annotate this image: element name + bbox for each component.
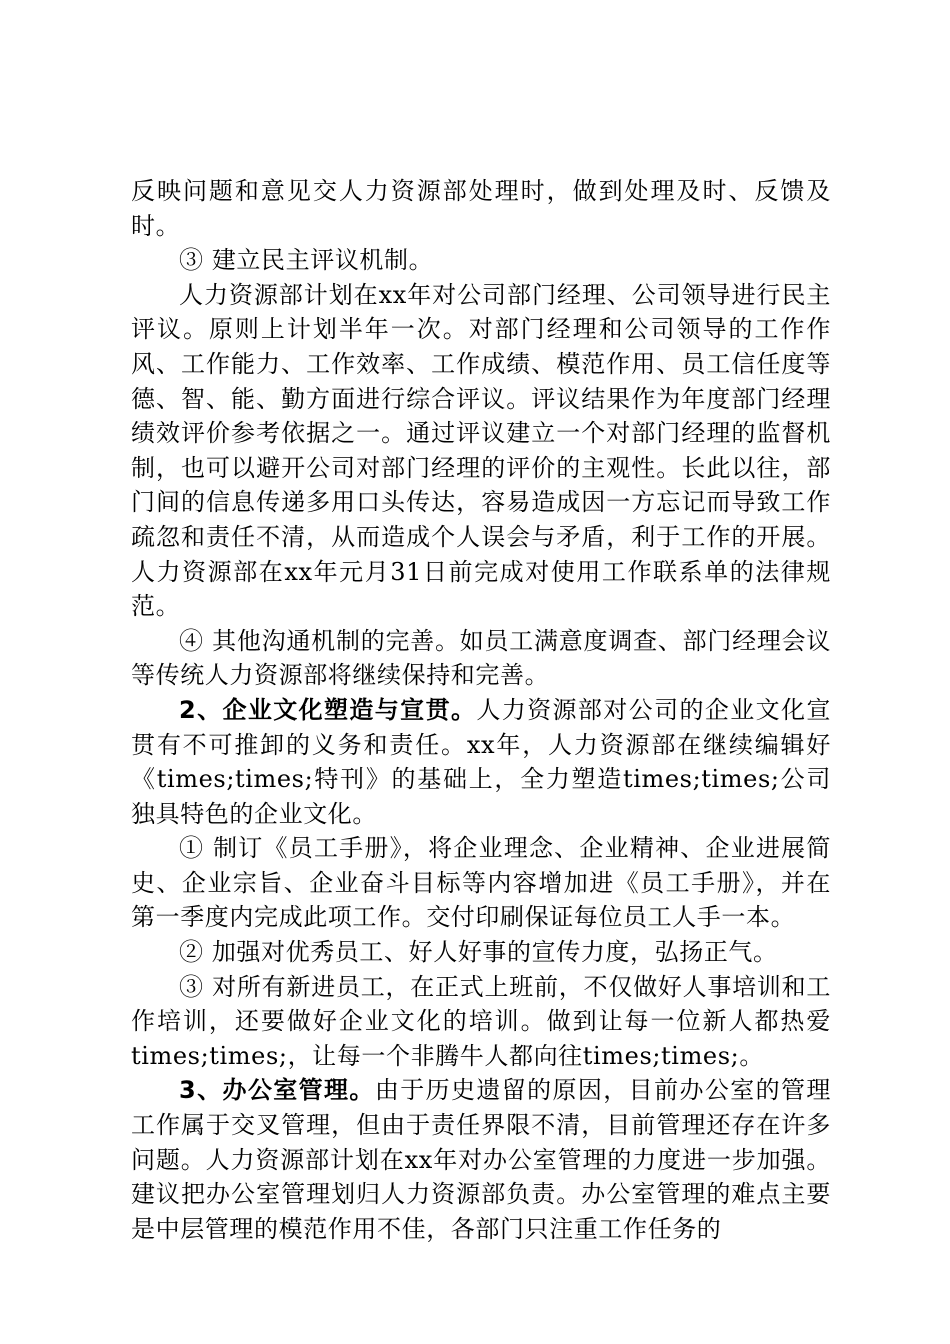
list-item: [131, 970, 831, 1074]
section-heading: 2、企业文化塑造与宣贯。: [179, 695, 477, 724]
paragraph: [131, 278, 831, 624]
section-paragraph: [131, 693, 831, 831]
paragraph-text: 反映问题和意见交人力资源部处理时，做到处理及时、反馈及时。: [131, 177, 831, 240]
paragraph-text: ① 制订《员工手册》，将企业理念、企业精神、企业进展简史、企业宗旨、企业奋斗目标等内容增加进《员工手册》，并在第一季度内完成此项工作。交付印刷保证每位员工人手一本。: [131, 834, 831, 932]
paragraph-text: ② 加强对优秀员工、好人好事的宣传力度，弘扬正气。: [179, 938, 778, 967]
list-item: [131, 935, 831, 970]
paragraph-text: ③ 建立民主评议机制。: [179, 246, 434, 275]
paragraph-text: 人力资源部对公司的企业文化宣贯有不可推卸的义务和责任。xx年，人力资源部在继续编辑好《times;times;特刊》的基础上，全力塑造times;times;公司独具特色的企业文化。: [131, 695, 831, 828]
paragraph-text: ④ 其他沟通机制的完善。如员工满意度调查、部门经理会议等传统人力资源部将继续保持和完善。: [131, 626, 831, 690]
paragraph-text: 人力资源部计划在xx年对公司部门经理、公司领导进行民主评议。原则上计划半年一次。对部门经理和公司领导的工作作风、工作能力、工作效率、工作成绩、模范作用、员工信任度等德、智、能、勤方面进行综合评议。评议结果作为年度部门经理绩效评价参考依据之一。通过评议建立一个对部门经理的监督机制，也可以避开公司对部门经理的评价的主观性。长此以往，部门间的信息传递多用口头传达，容易造成因一方忘记而导致工作疏忽和责任不清，从而造成个人误会与矛盾，利于工作的开展。人力资源部在xx年元月31日前完成对使用工作联系单的法律规范。: [131, 280, 831, 621]
document-body: [131, 174, 831, 1246]
section-paragraph: [131, 1073, 831, 1246]
list-item: [131, 243, 831, 278]
section-heading: 3、办公室管理。: [179, 1076, 375, 1105]
paragraph: [131, 174, 831, 243]
list-item: [131, 624, 831, 693]
paragraph-text: 由于历史遗留的原因，目前办公室的管理工作属于交叉管理，但由于责任界限不清，目前管理还存在许多问题。人力资源部计划在xx年对办公室管理的力度进一步加强。建议把办公室管理划归人力资源部负责。办公室管理的难点主要是中层管理的模范作用不佳，各部门只注重工作任务的: [131, 1076, 831, 1243]
list-item: [131, 831, 831, 935]
paragraph-text: ③ 对所有新进员工，在正式上班前，不仅做好人事培训和工作培训，还要做好企业文化的培训。做到让每一位新人都热爱times;times;，让每一个非腾牛人都向往times;times;。: [131, 972, 831, 1070]
